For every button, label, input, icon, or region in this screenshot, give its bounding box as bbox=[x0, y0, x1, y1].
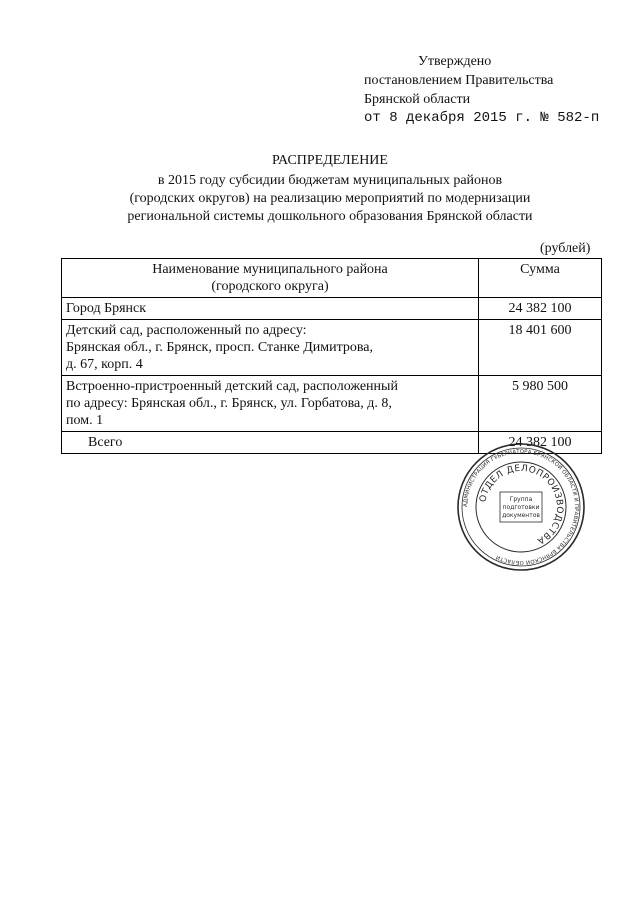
total-sum-cell: 24 382 100 bbox=[479, 432, 602, 454]
row-name-line: по адресу: Брянская обл., г. Брянск, ул. Горбатова, д. 8, bbox=[66, 396, 392, 411]
title-line-3: региональной системы дошкольного образования Брянской области bbox=[127, 209, 533, 224]
approval-label: Утверждено bbox=[418, 54, 492, 69]
row-name-cell bbox=[62, 376, 479, 432]
table-row bbox=[62, 298, 602, 320]
row-name-line: Город Брянск bbox=[66, 301, 147, 316]
row-name-line: д. 67, корп. 4 bbox=[66, 357, 143, 372]
row-sum-cell: 24 382 100 bbox=[479, 298, 602, 320]
title-line-2: (городских округов) на реализацию мероприятий по модернизации bbox=[129, 191, 531, 206]
row-name-line: Брянская обл., г. Брянск, просп. Станке Димитрова, bbox=[66, 340, 374, 355]
table-row bbox=[62, 376, 602, 432]
official-stamp bbox=[456, 442, 586, 572]
approval-decree: постановлением Правительства bbox=[364, 73, 554, 88]
row-name-cell bbox=[62, 320, 479, 376]
row-sum-cell: 18 401 600 bbox=[479, 320, 602, 376]
row-sum-cell: 5 980 500 bbox=[479, 376, 602, 432]
table-row bbox=[62, 320, 602, 376]
title-line-1: в 2015 году субсидии бюджетам муниципальных районов bbox=[157, 173, 503, 188]
row-name-line: Детский сад, расположенный по адресу: bbox=[66, 323, 307, 338]
stamp-center-line-2: подготовки bbox=[502, 504, 540, 511]
distribution-table bbox=[61, 258, 602, 454]
title-heading: РАСПРЕДЕЛЕНИЕ bbox=[272, 153, 388, 168]
header-name-line-1: Наименование муниципального района bbox=[152, 262, 388, 277]
document-title bbox=[60, 152, 600, 226]
approval-date-number: от 8 декабря 2015 г. № 582-п bbox=[364, 110, 600, 126]
row-name-line: Встроенно-пристроенный детский сад, расположенный bbox=[66, 379, 398, 394]
table-header-row bbox=[62, 259, 602, 298]
approval-region: Брянской области bbox=[364, 92, 471, 107]
stamp-inner-textpath: ОТДЕЛ ДЕЛОПРОИЗВОДСТВА bbox=[478, 463, 565, 546]
header-name-line-2: (городского округа) bbox=[211, 279, 329, 294]
row-name-cell bbox=[62, 298, 479, 320]
units-label: (рублей) bbox=[540, 241, 591, 256]
stamp-center-line-3: документов bbox=[502, 512, 540, 519]
row-name-line: пом. 1 bbox=[66, 413, 104, 428]
header-name-cell bbox=[62, 259, 479, 298]
stamp-center-line-1: Группа bbox=[509, 496, 533, 503]
approval-block bbox=[364, 52, 624, 128]
header-sum-cell: Сумма bbox=[479, 259, 602, 298]
stamp-ring-textpath: АДМИНИСТРАЦИЯ ГУБЕРНАТОРА БРЯНСКОЙ ОБЛАСТИ И ПРАВИТЕЛЬСТВА БРЯНСКОЙ ОБЛАСТИ bbox=[462, 448, 580, 566]
stamp-graphic bbox=[456, 442, 586, 572]
total-label-cell: Всего bbox=[62, 432, 479, 454]
